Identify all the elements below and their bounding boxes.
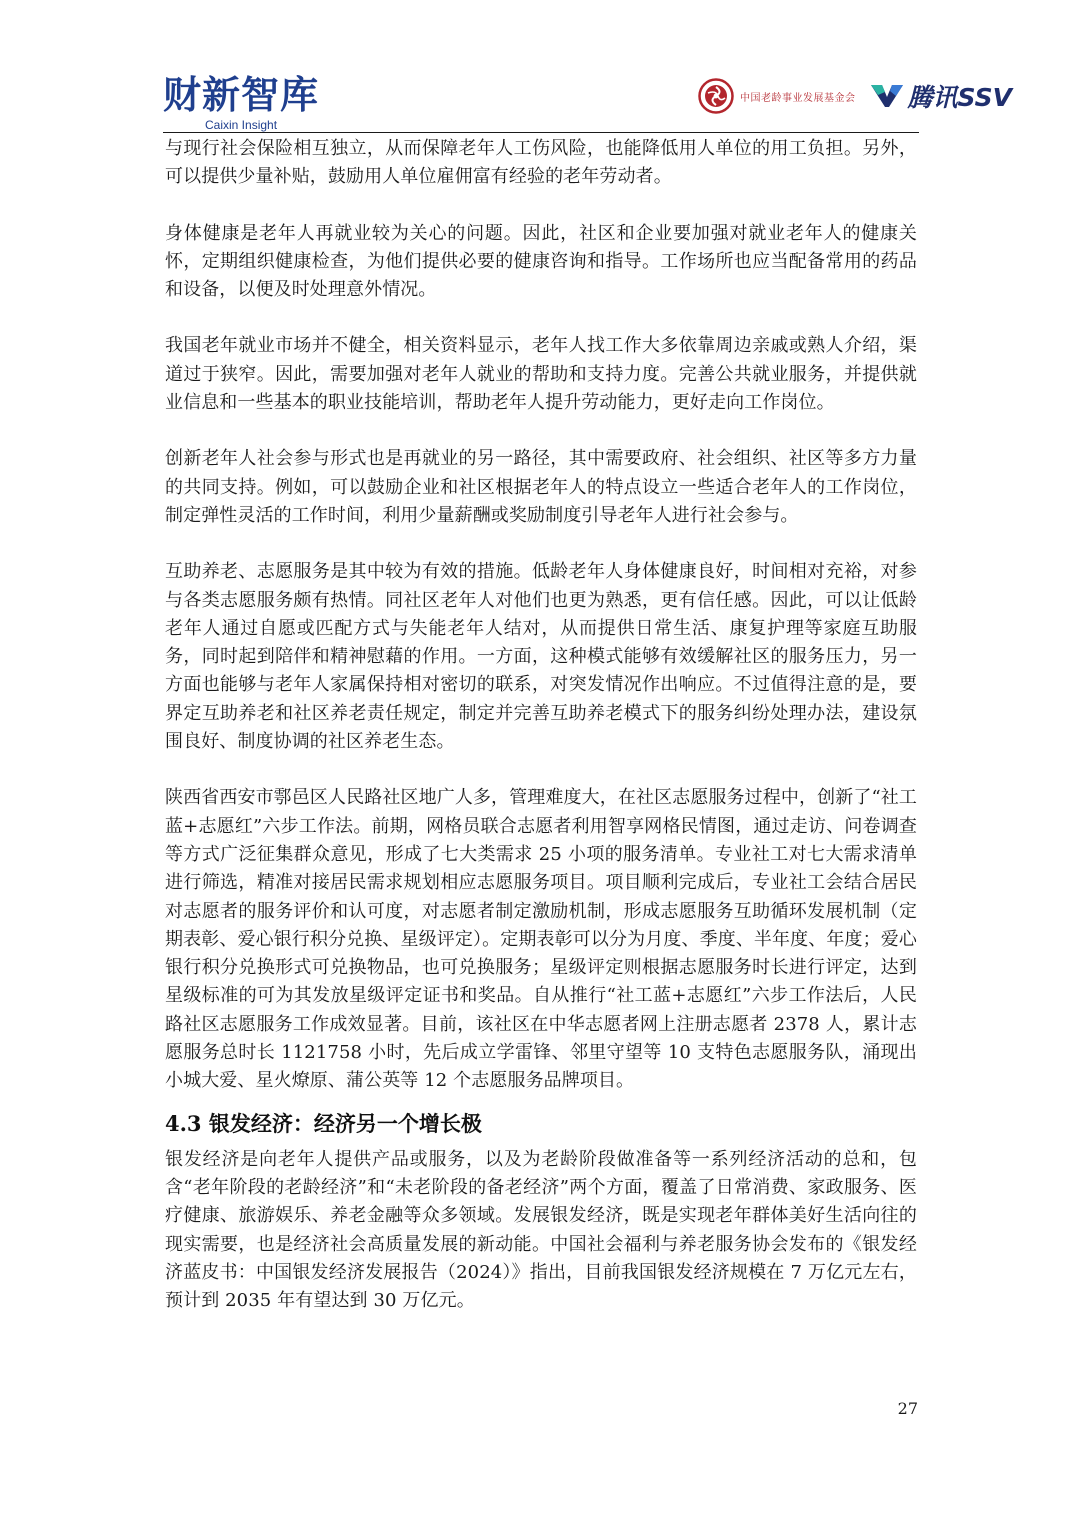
tencent-ssv-name: 腾讯SSV xyxy=(907,83,1012,112)
caixin-logo-en: Caixin Insight xyxy=(205,118,278,132)
partner-logos xyxy=(698,76,1012,116)
paragraph: 陕西省西安市鄠邑区人民路社区地广人多，管理难度大，在社区志愿服务过程中，创新了“社工蓝+志愿红”六步工作法。前期，网格员联合志愿者利用智享网格民情图，通过走访、问卷调查等方式广泛征集群众意见，形成了七大类需求 25 小项的服务清单。专业社工对七大需求清单进行筛选，精准对接居民需求规划相应志愿服务项目。项目顺利完成后，专业社工会结合居民对志愿者的服务评价和认可度，对志愿者制定激励机制，形成志愿服务互助循环发展机制（定期表彰、爱心银行积分兑换、星级评定）。定期表彰可以分为月度、季度、半年度、年度；爱心银行积分兑换形式可兑换物品，也可兑换服务；星级评定则根据志愿服务时长进行评定，达到星级标准的可为其发放星级评定证书和奖品。自从推行“社工蓝+志愿红”六步工作法后，人民路社区志愿服务工作成效显著。目前，该社区在中华志愿者网上注册志愿者 2378 人，累计志愿服务总时长 1121758 小时，先后成立学雷锋、邻里守望等 10 支特色志愿服务队，涌现出小城大爱、星火燎原、蒲公英等 12 个志愿服务品牌项目。 xyxy=(165,787,917,1092)
caixin-logo-cn: 财新智库 xyxy=(163,73,320,117)
paragraph: 身体健康是老年人再就业较为关心的问题。因此，社区和企业要加强对就业老年人的健康关怀，定期组织健康检查，为他们提供必要的健康咨询和指导。工作场所也应当配备常用的药品和设备，以便及时处理意外情况。 xyxy=(165,222,917,301)
section-heading: 4.3 银发经济：经济另一个增长极 xyxy=(165,1110,482,1136)
foundation-emblem-icon xyxy=(698,78,734,114)
foundation-name: 中国老龄事业发展基金会 xyxy=(740,92,856,104)
paragraph-gap xyxy=(165,192,917,220)
paragraph-gap xyxy=(165,756,917,784)
paragraph: 创新老年人社会参与形式也是再就业的另一路径，其中需要政府、社会组织、社区等多方力量的共同支持。例如，可以鼓励企业和社区根据老年人的特点设立一些适合老年人的工作岗位，制定弹性灵活的工作时间，利用少量薪酬或奖励制度引导老年人进行社会参与。 xyxy=(165,448,917,526)
tencent-emblem-icon xyxy=(870,83,904,109)
page-header xyxy=(0,0,1080,135)
page-number: 27 xyxy=(897,1399,918,1418)
section-paragraph: 银发经济是向老年人提供产品或服务，以及为老龄阶段做准备等一系列经济活动的总和，包含“老年阶段的老龄经济”和“未老阶段的备老经济”两个方面，覆盖了日常消费、家政服务、医疗健康、旅游娱乐、养老金融等众多领域。发展银发经济，既是实现老年群体美好生活向往的现实需要，也是经济社会高质量发展的新动能。中国社会福利与养老服务协会发布的《银发经济蓝皮书：中国银发经济发展报告（2024）》指出，目前我国银发经济规模在 7 万亿元左右，预计到 2035 年有望达到 30 万亿元。 xyxy=(165,1148,917,1312)
paragraph: 我国老年就业市场并不健全，相关资料显示，老年人找工作大多依靠周边亲戚或熟人介绍，渠道过于狭窄。因此，需要加强对老年人就业的帮助和支持力度。完善公共就业服务，并提供就业信息和一些基本的职业技能培训，帮助老年人提升劳动能力，更好走向工作岗位。 xyxy=(165,335,917,414)
paragraph-gap xyxy=(165,417,917,445)
document-body xyxy=(165,135,917,1315)
caixin-logo xyxy=(163,74,319,132)
paragraph-gap xyxy=(165,304,917,332)
paragraph: 互助养老、志愿服务是其中较为有效的措施。低龄老年人身体健康良好，时间相对充裕，对参与各类志愿服务颇有热情。同社区老年人对他们也更为熟悉，更有信任感。因此，可以让低龄老年人通过自愿或匹配方式与失能老年人结对，从而提供日常生活、康复护理等家庭互助服务，同时起到陪伴和精神慰藉的作用。一方面，这种模式能够有效缓解社区的服务压力，另一方面也能够与老年人家属保持相对密切的联系，对突发情况作出响应。不过值得注意的是，要界定互助养老和社区养老责任规定，制定并完善互助养老模式下的服务纠纷处理办法，建设氛围良好、制度协调的社区养老生态。 xyxy=(165,561,917,753)
paragraph-gap xyxy=(165,530,917,558)
header-divider xyxy=(163,132,919,133)
paragraph: 与现行社会保险相互独立，从而保障老年人工伤风险，也能降低用人单位的用工负担。另外，可以提供少量补贴，鼓励用人单位雇佣富有经验的老年劳动者。 xyxy=(165,138,917,188)
